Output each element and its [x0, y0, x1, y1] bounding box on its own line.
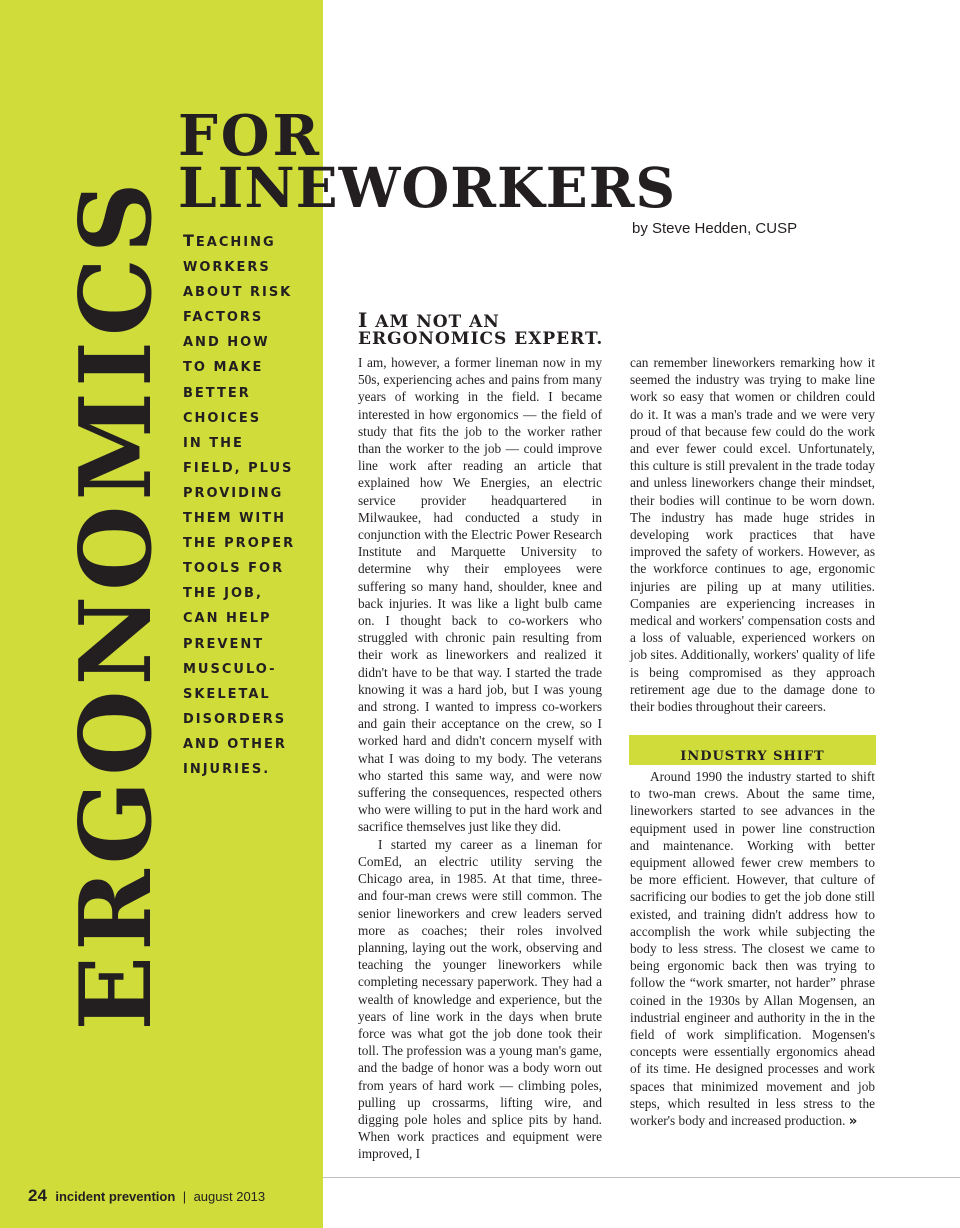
deck-line: FIELD, PLUS: [183, 460, 294, 476]
section-subhead: INDUSTRY SHIFT: [629, 735, 876, 765]
issue-date: august 2013: [193, 1189, 266, 1204]
title-for: FOR: [178, 103, 323, 169]
lede-heading: I AM NOT AN ERGONOMICS EXPERT.: [358, 308, 604, 349]
deck-line: CAN HELP: [183, 611, 272, 627]
deck-line: TEACHING: [183, 231, 276, 250]
deck-line: MUSCULO-: [183, 661, 277, 677]
deck-line: THE JOB,: [183, 586, 263, 602]
page-number: 24: [28, 1186, 47, 1205]
footer-separator: |: [182, 1189, 187, 1204]
deck-line: SKELETAL: [183, 686, 271, 702]
page-footer: [28, 1186, 265, 1206]
article-column-left: [358, 354, 602, 1163]
deck-summary: [183, 228, 315, 782]
deck-line: IN THE: [183, 435, 244, 451]
article-paragraph: Around 1990 the industry started to shift to two-man crews. About the same time, lineworkers started to see advances in the equipment used in power line construction and maintenance. Working with better equipment allowed fewer crew members to be more efficient. However, that culture of sacrificing our bodies to get the job done still existed, and training didn't address how to accomplish the work while subjecting the body to less stress. The closest we came to being ergonomic back then was trying to follow the “work smarter, not harder” phrase coined in the 1930s by Allan Mogensen, an industrial engineer and authority in the in the field of work simplification. Mogensen's concepts were essentially ergonomics ahead of its time. He designed processes and work spaces that minimized movement and job steps, which resulted in less stress to the worker's body and increased production.: [630, 769, 875, 1129]
deck-line: THE PROPER: [183, 536, 296, 552]
vertical-title-ergonomics: ERGONOMICS: [59, 177, 174, 1031]
byline: by Steve Hedden, CUSP: [632, 220, 798, 237]
article-paragraph: I am, however, a former lineman now in my 50s, experiencing aches and pains from many years of working in the field. I became interested in how ergonomics — the field of study that fits the job to the worker rather than the worker to the job — could improve line work after reading an article that explained how We Energies, an electric service provider headquartered in Milwaukee, had conducted a study in conjunction with the Electric Power Research Institute and Marquette University to determine why their employees were suffering so many hand, shoulder, knee and back injuries. It was like a light bulb came on. I thought back to co-workers who struggled with chronic pain resulting from their work as lineworkers and realized it didn't have to be that way. I started the trade knowing it was a hard job, but I was young and strong. I wanted to impress co-workers and gain their acceptance on the crew, so I worked hard and didn't concern myself with what I was doing to my body. The veterans who started this same way, and were now suffering the consequences, respected others who were willing to put in the hard work and sacrifice themselves just like they did.: [358, 355, 602, 835]
deck-line: AND HOW: [183, 335, 270, 351]
deck-line: FACTORS: [183, 310, 264, 326]
continued-arrow-icon: »: [848, 1114, 858, 1130]
article-paragraph: I started my career as a lineman for ComEd, an electric utility serving the Chicago area, in 1985. At that time, three- and four-man crews were still common. The senior lineworkers and crew leaders served more as coaches; their roles involved planning, laying out the work, observing and teaching the younger lineworkers while completing necessary paperwork. They had a wealth of knowledge and experience, but the years of line work in the days when brute force was what got the job done took their toll. The profession was a young man's game, and the badge of honor was a body worn out from years of hard work — climbing poles, pulling up crossarms, lifting wire, and digging pole holes and splice pits by hand. When work practices and equipment were improved, I: [358, 836, 602, 1162]
deck-line: PROVIDING: [183, 485, 284, 501]
deck-line: THEM WITH: [183, 511, 287, 527]
article-paragraph-continued: can remember lineworkers remarking how it seemed the industry was trying to make line work so easy that women or children could do it. It was a man's trade and we were very proud of that because few could do the work and ever fewer could excel. Unfortunately, this culture is still prevalent in the trade today and unless lineworkers change their mindset, their bodies will continue to be worn down. The industry has made huge strides in developing work practices that have improved the safety of workers. However, as the workforce continues to age, ergonomic injuries are piling up at many utilities. Companies are experiencing increases in medical and workers' compensation costs and a loss of valuable, experienced workers on job sites. Additionally, workers' quality of life is being compromised as they approach retirement age due to the damage done to their bodies throughout their careers.: [630, 355, 875, 715]
footer-rule: [323, 1177, 960, 1178]
deck-line: PREVENT: [183, 636, 265, 652]
deck-line: INJURIES.: [183, 761, 271, 777]
article-column-right-bottom: [630, 768, 875, 1130]
deck-line: ABOUT RISK: [183, 285, 293, 301]
deck-line: DISORDERS: [183, 711, 287, 727]
deck-line: BETTER: [183, 385, 251, 401]
deck-line: WORKERS: [183, 260, 271, 276]
deck-line: CHOICES: [183, 410, 262, 426]
article-column-right-top: [630, 354, 875, 715]
deck-line: TOOLS FOR: [183, 561, 285, 577]
title-lineworkers: LINEWORKERS: [178, 155, 677, 220]
deck-line: AND OTHER: [183, 736, 287, 752]
deck-line: TO MAKE: [183, 360, 264, 376]
magazine-name: incident prevention: [55, 1189, 176, 1204]
